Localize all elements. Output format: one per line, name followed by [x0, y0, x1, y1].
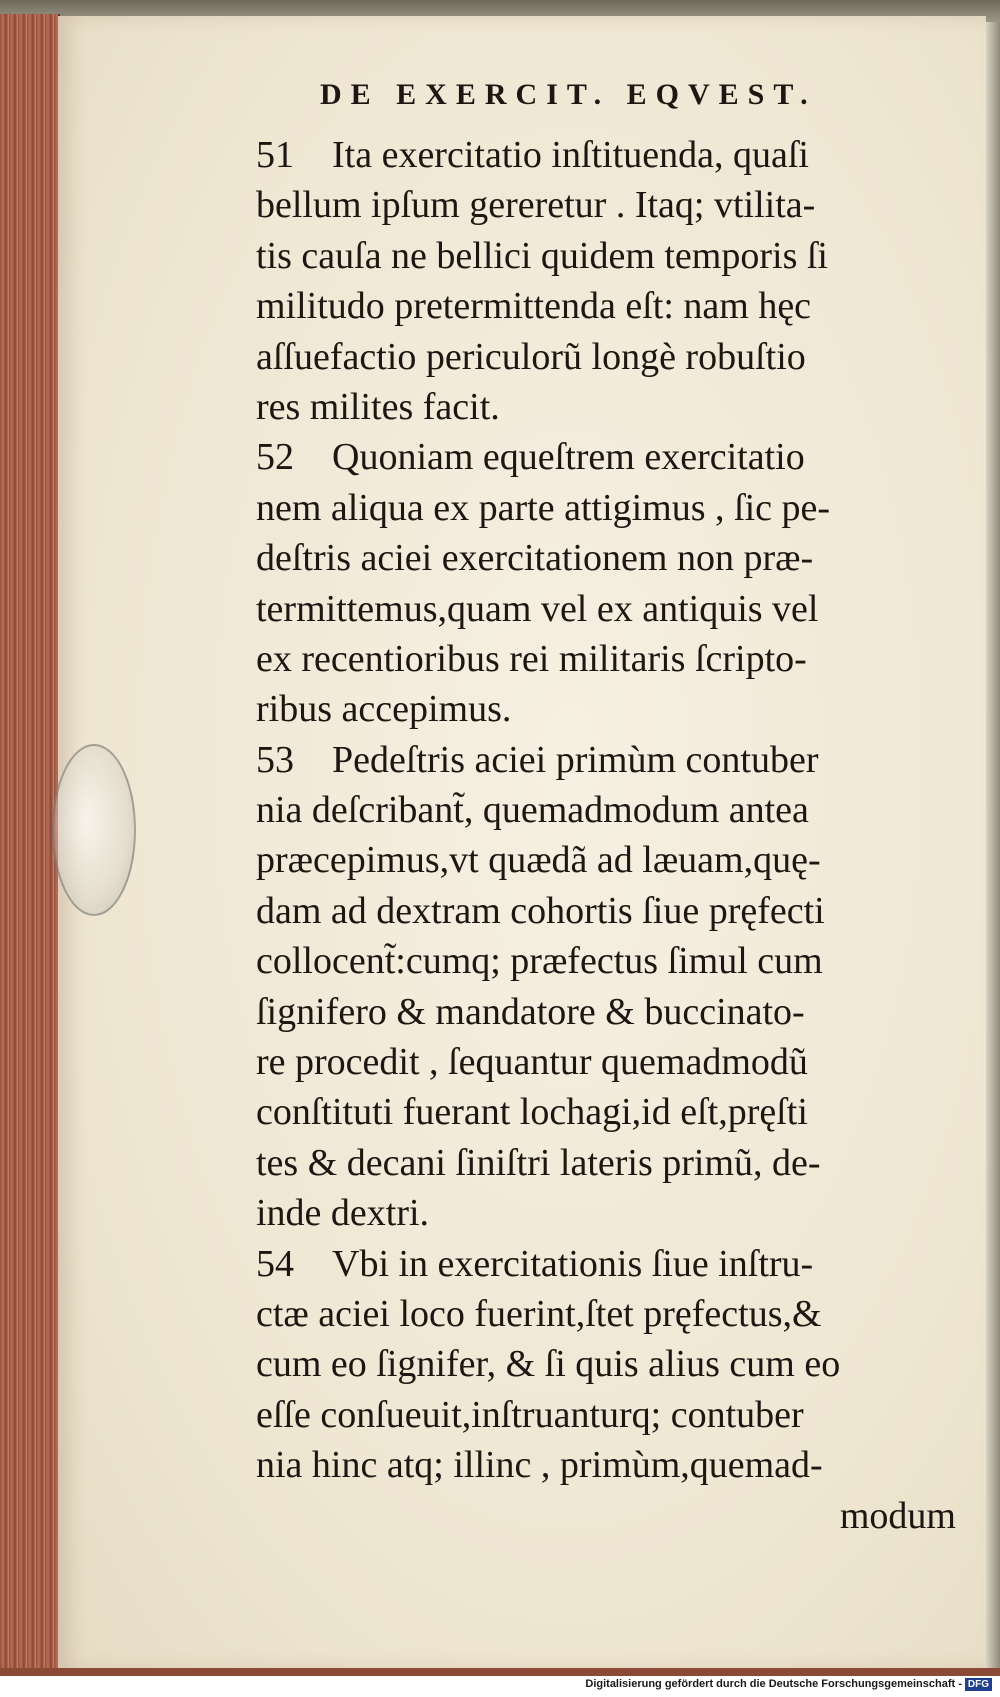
line-text: ctæ aciei loco fuerint,ſtet pręfectus,&	[256, 1292, 822, 1335]
line-text: termittemus,quam vel ex antiquis vel	[256, 587, 819, 630]
line-text: nia hinc atq; illinc , primùm,quemad-	[256, 1444, 823, 1487]
text-line	[256, 1087, 966, 1137]
text-line	[256, 1188, 966, 1238]
text-line	[256, 281, 966, 331]
line-text: tes & decani ſiniſtri lateris primũ, de-	[256, 1141, 821, 1184]
line-text: re procedit , ſequantur quemadmodũ	[256, 1041, 808, 1084]
text-line	[256, 382, 966, 432]
line-text: res milites facit.	[256, 385, 500, 428]
line-text: Pedeſtris aciei primùm contuber	[332, 738, 819, 781]
line-text: nia deſcribant̃, quemadmodum antea	[256, 789, 809, 832]
line-text: eſſe conſueuit,inſtruanturq; contuber	[256, 1393, 804, 1436]
text-line	[256, 432, 966, 482]
book-right-edge	[986, 22, 1000, 1672]
line-text: bellum ipſum gereretur . Itaq; vtilita-	[256, 184, 816, 227]
line-text: inde dextri.	[256, 1192, 430, 1235]
text-line	[256, 180, 966, 230]
text-line	[256, 886, 966, 936]
text-block	[256, 130, 966, 1541]
text-line	[256, 785, 966, 835]
text-line	[256, 1390, 966, 1440]
text-line	[256, 987, 966, 1037]
catchword: modum	[839, 1494, 956, 1537]
text-line	[256, 735, 966, 785]
text-line	[256, 684, 966, 734]
line-text: præcepimus,vt quædã ad læuam,quę-	[256, 839, 821, 882]
paragraph-number: 53	[256, 738, 294, 781]
text-line	[256, 332, 966, 382]
line-text: aſſuefactio periculorũ longè robuſtio	[256, 335, 806, 378]
text-line	[256, 1289, 966, 1339]
dfg-logo: DFG	[965, 1678, 992, 1691]
text-line	[256, 634, 966, 684]
text-line	[256, 835, 966, 885]
line-text: deſtris aciei exercitationem non præ-	[256, 537, 814, 580]
text-line	[256, 936, 966, 986]
text-line	[256, 483, 966, 533]
text-line	[256, 1138, 966, 1188]
text-line	[256, 584, 966, 634]
glass-clip	[52, 744, 136, 916]
scan-bottom-border	[0, 1668, 1000, 1676]
line-text: Vbi in exercitationis ſiue inſtru-	[332, 1242, 814, 1285]
line-text: militudo pretermittenda eſt: nam hęc	[256, 285, 812, 328]
line-text: collocent̃:cumq; præfectus ſimul cum	[256, 940, 823, 983]
line-text: ribus accepimus.	[256, 688, 512, 731]
paragraph-number: 51	[256, 134, 294, 176]
credit-text: Digitalisierung gefördert durch die Deutsche Forschungsgemeinschaft -	[585, 1678, 962, 1690]
line-text: ex recentioribus rei militaris ſcripto-	[256, 637, 807, 680]
running-head: DE EXERCIT. EQVEST.	[320, 78, 817, 111]
line-text: nem aliqua ex parte attigimus , ſic pe-	[256, 486, 831, 529]
line-text: Ita exercitatio inſtituenda, quaſi	[332, 134, 809, 176]
book-fore-edge	[0, 14, 60, 1674]
line-text: Quoniam equeſtrem exercitatio	[332, 436, 805, 479]
line-text: cum eo ſignifer, & ſi quis alius cum eo	[256, 1343, 841, 1386]
digitization-credit	[0, 1678, 992, 1691]
paragraph-number: 52	[256, 436, 294, 479]
line-text: conſtituti fuerant lochagi,id eſt,pręſti	[256, 1091, 808, 1134]
text-line	[256, 1037, 966, 1087]
line-text: tis cauſa ne bellici quidem temporis ſi	[256, 234, 828, 277]
line-text: dam ad dextram cohortis ſiue pręfecti	[256, 889, 825, 932]
text-line	[256, 533, 966, 583]
paragraph-number: 54	[256, 1242, 294, 1285]
text-line	[256, 231, 966, 281]
text-line	[256, 1339, 966, 1389]
line-text: ſignifero & mandatore & buccinato-	[256, 990, 805, 1033]
text-line	[256, 1440, 966, 1490]
text-line	[256, 130, 966, 180]
text-line	[256, 1239, 966, 1289]
